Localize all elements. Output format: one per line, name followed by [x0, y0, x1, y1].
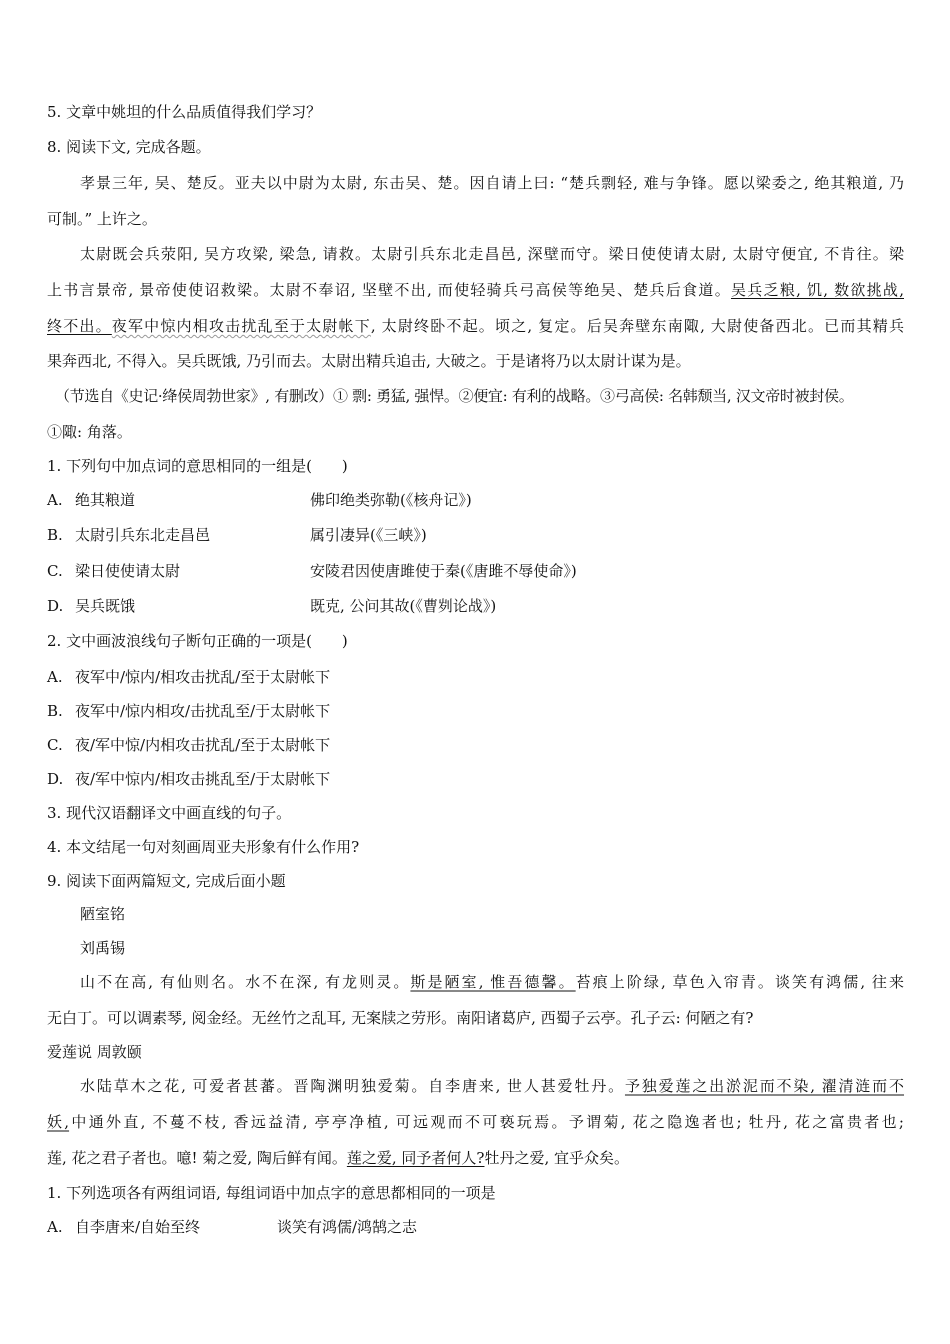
option-label: D.: [47, 770, 64, 788]
underlined-sentence: 妖,: [47, 1113, 70, 1131]
text: 莲, 花之君子者也。噫! 菊之爱, 陶后鲜有闻。: [47, 1149, 347, 1167]
option-label: A.: [47, 1218, 63, 1236]
option-label: A.: [47, 668, 63, 686]
option-label: B.: [47, 702, 63, 720]
text: , 太尉终卧不起。顷之, 复定。后吴奔壁东南陬, 大尉使备西北。已而其精兵: [370, 317, 904, 335]
passage-line: [47, 1148, 629, 1168]
option-a: [47, 667, 330, 687]
option-d: [47, 769, 330, 789]
underlined-sentence: 斯是陋室, 惟吾德馨。: [410, 973, 576, 991]
passage-line: [47, 1112, 904, 1132]
passage-line: [47, 280, 904, 300]
source-note: ①陬: 角落。: [47, 423, 132, 441]
essay-title: 爱莲说 周敦颐: [47, 1043, 142, 1061]
option-compare: 谈笑有鸿儒/鸿鹄之志: [277, 1218, 418, 1236]
option-label: A.: [47, 491, 63, 509]
option-label: C.: [47, 562, 63, 580]
poem-title: 陋室铭: [80, 905, 126, 923]
option-label: D.: [47, 597, 64, 615]
text: 苔痕上阶绿, 草色入帘青。谈笑有鸿儒, 往来: [575, 973, 904, 991]
question-5: 5. 文章中姚坦的什么品质值得我们学习？: [47, 103, 322, 121]
option-text: 夜军中/惊内相攻/击扰乱至/于太尉帐下: [75, 702, 331, 720]
source-note: （节选自《史记·绛侯周勃世家》, 有删改）① 剽: 勇猛, 强悍。②便宜: 有利的战略。③弓高侯: 名韩颓当, 汉文帝时被封侯。: [55, 387, 854, 405]
underlined-sentence: 吴兵乏粮, 饥, 数欲挑战,: [730, 281, 904, 299]
passage-line: 无白丁。可以调素琴, 阅金经。无丝竹之乱耳, 无案牍之劳形。南阳诸葛庐, 西蜀子云亭。孔子云: 何陋之有?: [47, 1009, 754, 1027]
passage-line: [80, 1076, 904, 1096]
option-text: 夜/军中惊内/相攻击挑乱至/于太尉帐下: [75, 770, 331, 788]
option-c: [47, 561, 577, 581]
question-9-title: 9. 阅读下面两篇短文, 完成后面小题: [47, 872, 286, 890]
option-label: B.: [47, 526, 63, 544]
option-text: 自李唐来/自始至终: [75, 1218, 201, 1236]
sub-question-3: 3. 现代汉语翻译文中画直线的句子。: [47, 804, 292, 822]
sub-question-1: 1. 下列句中加点词的意思相同的一组是( ): [47, 457, 348, 475]
option-a: [47, 490, 472, 510]
poem-author: 刘禹锡: [80, 939, 126, 957]
passage-line: 可制。” 上许之。: [47, 210, 157, 228]
option-text: 夜/军中惊/内相攻击扰乱/至于太尉帐下: [75, 736, 331, 754]
underlined-sentence: 予独爱莲之出淤泥而不染, 濯清涟而不: [624, 1077, 905, 1095]
option-compare: 既克, 公问其故(《曹刿论战》): [310, 597, 497, 615]
question-8-title: 8. 阅读下文, 完成各题。: [47, 138, 211, 156]
text: 山不在高, 有仙则名。水不在深, 有龙则灵。: [80, 973, 411, 991]
option-text: 绝其粮道: [75, 491, 136, 509]
underlined-sentence: 终不出。: [47, 317, 112, 335]
option-text: 梁日使使请太尉: [75, 562, 181, 580]
option-b: [47, 701, 330, 721]
sub-question-2: 2. 文中画波浪线句子断句正确的一项是( ): [47, 632, 348, 650]
option-d: [47, 596, 497, 616]
text: 水陆草木之花, 可爱者甚蕃。晋陶渊明独爱菊。自李唐来, 世人甚爱牡丹。: [80, 1077, 625, 1095]
option-compare: 属引凄异(《三峡》): [310, 526, 427, 544]
passage-line: 太尉既会兵荥阳, 吴方攻梁, 梁急, 请救。太尉引兵东北走昌邑, 深壁而守。梁日使使请太尉, 太尉守便宜, 不肯往。梁: [80, 245, 904, 263]
text: 牡丹之爱, 宜乎众矣。: [484, 1149, 630, 1167]
wavy-underlined-sentence: 夜军中惊内相攻击扰乱至于太尉帐下: [111, 317, 371, 335]
passage-line: [47, 316, 904, 336]
underlined-sentence: 莲之爱, 同予者何人?: [346, 1149, 485, 1167]
option-compare: 佛印绝类弥勒(《核舟记》): [310, 491, 472, 509]
option-label: C.: [47, 736, 63, 754]
option-c: [47, 735, 330, 755]
option-text: 夜军中/惊内/相攻击扰乱/至于太尉帐下: [75, 668, 331, 686]
option-text: 太尉引兵东北走昌邑: [75, 526, 211, 544]
option-b: [47, 525, 427, 545]
option-text: 吴兵既饿: [75, 597, 136, 615]
sub-question-1: 1. 下列选项各有两组词语, 每组词语中加点字的意思都相同的一项是: [47, 1184, 496, 1202]
text: 中通外直, 不蔓不枝, 香远益清, 亭亭净植, 可远观而不可亵玩焉。予谓菊, 花之隐逸者也; 牡丹, 花之富贵者也;: [69, 1113, 904, 1131]
option-a: [47, 1217, 418, 1237]
passage-line: [80, 972, 904, 992]
option-compare: 安陵君因使唐雎使于秦(《唐雎不辱使命》): [310, 562, 577, 580]
sub-question-4: 4. 本文结尾一句对刻画周亚夫形象有什么作用?: [47, 838, 360, 856]
passage-line: 孝景三年, 吴、楚反。亚夫以中尉为太尉, 东击吴、楚。因自请上曰: “楚兵剽轻, 难与争锋。愿以梁委之, 绝其粮道, 乃: [80, 174, 904, 192]
passage-line: 果奔西北, 不得入。吴兵既饿, 乃引而去。太尉出精兵追击, 大破之。于是诸将乃以太尉计谋为是。: [47, 352, 691, 370]
text: 上书言景帝, 景帝使使诏救梁。太尉不奉诏, 坚壁不出, 而使轻骑兵弓高侯等绝吴、楚兵后食道。: [47, 281, 731, 299]
